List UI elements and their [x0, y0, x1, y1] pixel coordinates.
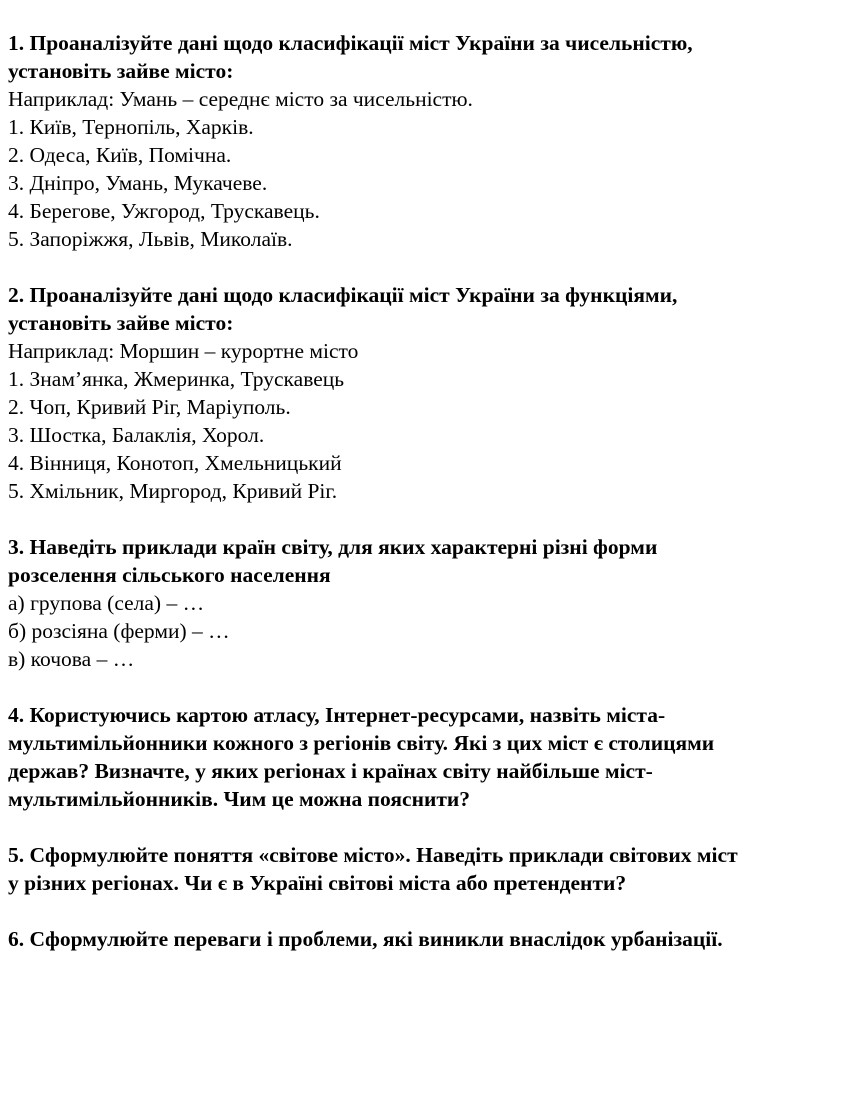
question-title-line: 4. Користуючись картою атласу, Інтернет-ресурсами, назвіть міста- — [8, 703, 666, 727]
question-5 — [8, 841, 844, 897]
option-line: а) групова (села) – … — [8, 591, 205, 615]
option-line: 2. Чоп, Кривий Ріг, Маріуполь. — [8, 395, 291, 419]
option-line: б) розсіяна (ферми) – … — [8, 619, 230, 643]
question-title-line: установіть зайве місто: — [8, 311, 234, 335]
option-line: 1. Київ, Тернопіль, Харків. — [8, 115, 254, 139]
question-title-line: держав? Визначте, у яких регіонах і країнах світу найбільше міст- — [8, 759, 653, 783]
question-title-line: 3. Наведіть приклади країн світу, для яких характерні різні форми — [8, 535, 658, 559]
question-title-line: 1. Проаналізуйте дані щодо класифікації міст України за чисельністю, — [8, 31, 693, 55]
question-title-line: у різних регіонах. Чи є в Україні світові міста або претенденти? — [8, 871, 627, 895]
question-title-line: мультимільйонників. Чим це можна пояснити? — [8, 787, 471, 811]
option-line: 5. Запоріжжя, Львів, Миколаїв. — [8, 227, 293, 251]
question-title-line: мультимільйонники кожного з регіонів світу. Які з цих міст є столицями — [8, 731, 715, 755]
option-line: 4. Вінниця, Конотоп, Хмельницький — [8, 451, 342, 475]
option-line: 1. Знам’янка, Жмеринка, Трускавець — [8, 367, 345, 391]
question-title-line: 2. Проаналізуйте дані щодо класифікації міст України за функціями, — [8, 283, 678, 307]
question-1 — [8, 29, 844, 253]
question-6 — [8, 925, 844, 953]
question-title-line: 6. Сформулюйте переваги і проблеми, які виникли внаслідок урбанізації. — [8, 927, 723, 951]
option-line: 5. Хмільник, Миргород, Кривий Ріг. — [8, 479, 338, 503]
example-line: Наприклад: Моршин – курортне місто — [8, 339, 359, 363]
question-2 — [8, 281, 844, 505]
option-line: в) кочова – … — [8, 647, 135, 671]
question-4 — [8, 701, 844, 813]
question-title-line: 5. Сформулюйте поняття «світове місто». Наведіть приклади світових міст — [8, 843, 738, 867]
option-line: 4. Берегове, Ужгород, Трускавець. — [8, 199, 320, 223]
question-3 — [8, 533, 844, 673]
example-line: Наприклад: Умань – середнє місто за чисельністю. — [8, 87, 473, 111]
option-line: 3. Дніпро, Умань, Мукачеве. — [8, 171, 268, 195]
question-title-line: установіть зайве місто: — [8, 59, 234, 83]
option-line: 3. Шостка, Балаклія, Хорол. — [8, 423, 265, 447]
document-page — [8, 29, 844, 981]
question-title-line: розселення сільського населення — [8, 563, 331, 587]
option-line: 2. Одеса, Київ, Помічна. — [8, 143, 232, 167]
